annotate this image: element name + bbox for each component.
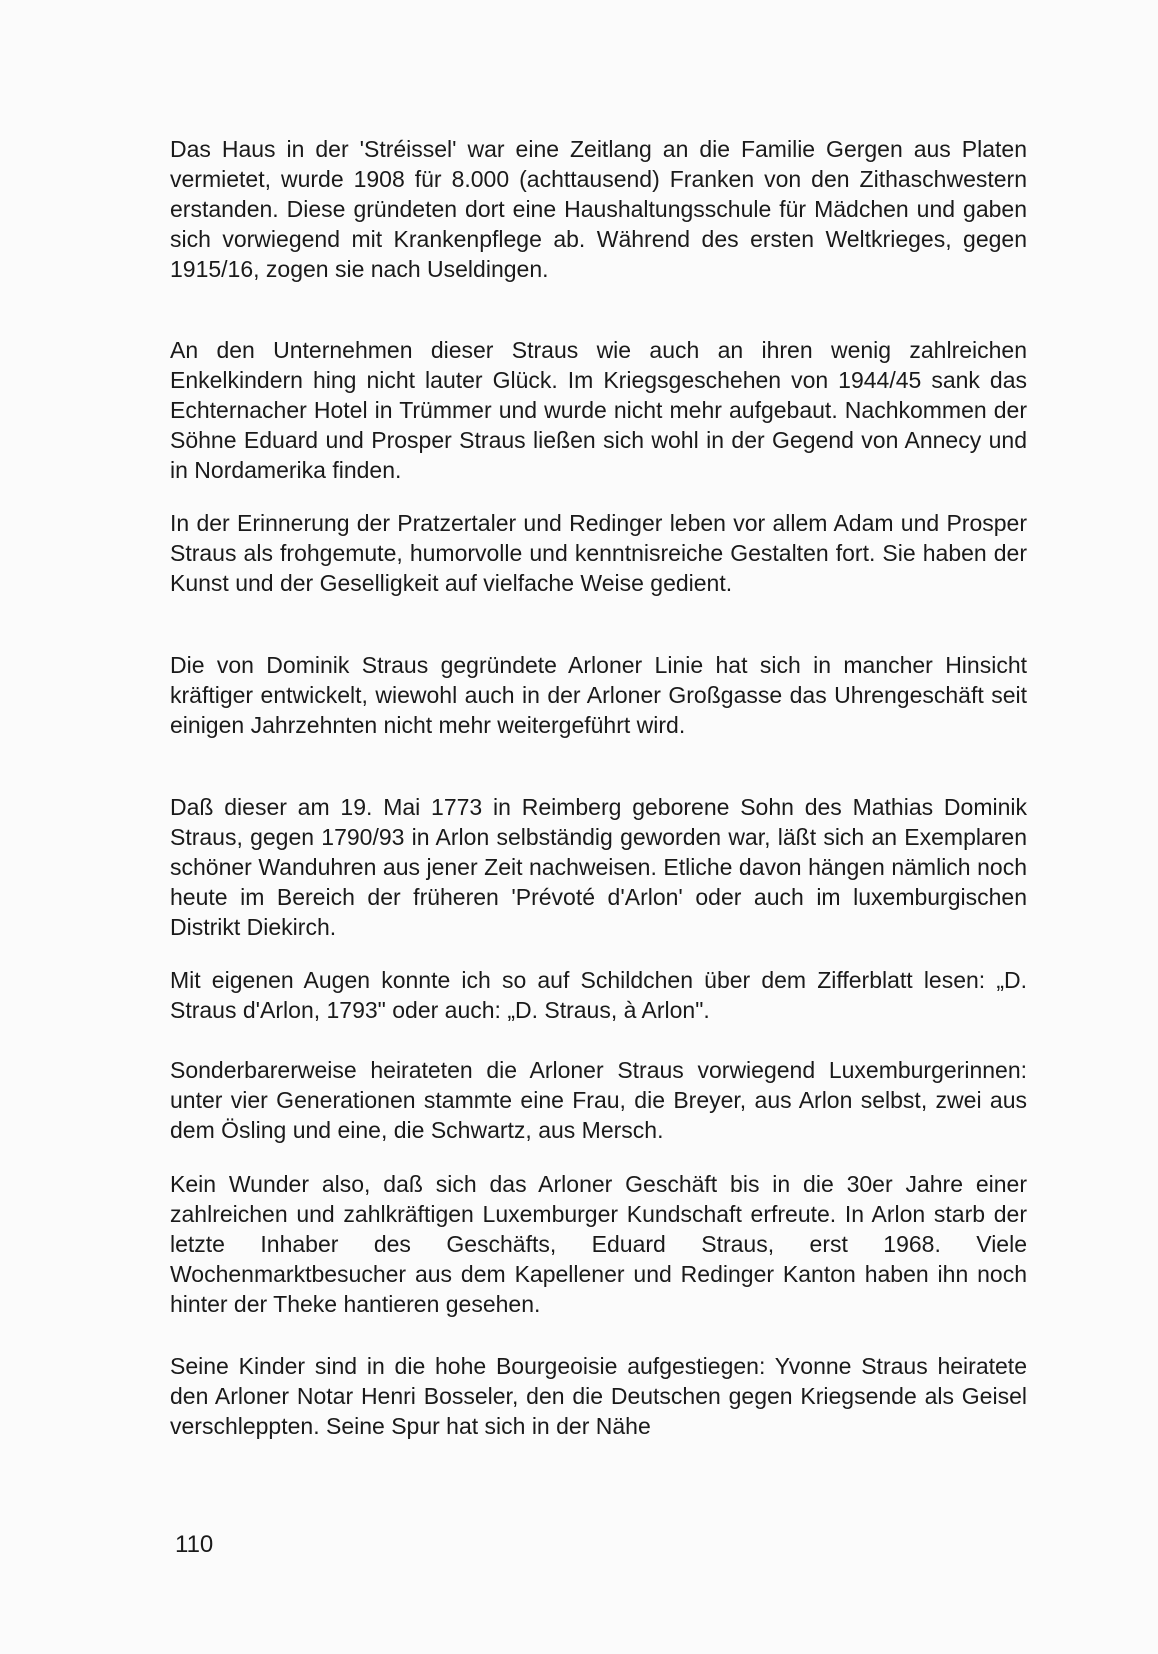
paragraph-1 [170,134,1027,284]
paragraph-text: Mit eigenen Augen konnte ich so auf Schildchen über dem Zifferblatt lesen: „D. Straus d'Arlon, 1793" oder auch: „D. Straus, à Arlon". [170,967,1027,1023]
paragraph-text: An den Unternehmen dieser Straus wie auch an ihren wenig zahlreichen Enkelkindern hing nicht lauter Glück. Im Kriegsgeschehen von 1944/45 sank das Echternacher Hotel in Trümmer und wurde nicht mehr aufgebaut. Nachkommen der Söhne Eduard und Prosper Straus ließen sich wohl in der Gegend von Annecy und in Nordamerika finden. [170,337,1027,483]
paragraph-6 [170,965,1027,1025]
paragraph-text: Das Haus in der 'Stréissel' war eine Zeitlang an die Familie Gergen aus Platen vermietet, wurde 1908 für 8.000 (achttausend) Franken von den Zithaschwestern erstanden. Diese gründeten dort eine Haushaltungsschule für Mädchen und gaben sich vorwiegend mit Krankenpflege ab. Während des ersten Weltkrieges, gegen 1915/16, zogen sie nach Useldingen. [170,136,1027,282]
paragraph-text: Daß dieser am 19. Mai 1773 in Reimberg geborene Sohn des Mathias Dominik Straus, gegen 1790/93 in Arlon selbständig geworden war, läßt sich an Exemplaren schöner Wanduhren aus jener Zeit nachweisen. Etliche davon hängen nämlich noch heute im Bereich der früheren 'Prévoté d'Arlon' oder auch im luxemburgischen Distrikt Diekirch. [170,794,1027,940]
paragraph-2 [170,335,1027,485]
paragraph-text: In der Erinnerung der Pratzertaler und Redinger leben vor allem Adam und Prosper Straus als frohgemute, humorvolle und kenntnisreiche Gestalten fort. Sie haben der Kunst und der Geselligkeit auf vielfache Weise gedient. [170,510,1027,596]
paragraph-5 [170,792,1027,942]
paragraph-8 [170,1169,1027,1319]
paragraph-text: Sonderbarerweise heirateten die Arloner Straus vorwiegend Luxemburgerinnen: unter vier Generationen stammte eine Frau, die Breyer, aus Arlon selbst, zwei aus dem Ösling und eine, die Schwartz, aus Mersch. [170,1057,1027,1143]
paragraph-7 [170,1055,1027,1145]
page-number: 110 [175,1531,214,1558]
paragraph-4 [170,650,1027,740]
paragraph-text: Seine Kinder sind in die hohe Bourgeoisie aufgestiegen: Yvonne Straus heiratete den Arloner Notar Henri Bosseler, den die Deutschen gegen Kriegsende als Geisel verschleppten. Seine Spur hat sich in der Nähe [170,1353,1027,1439]
paragraph-3 [170,508,1027,598]
paragraph-text: Kein Wunder also, daß sich das Arloner Geschäft bis in die 30er Jahre einer zahlreichen und zahlkräftigen Luxemburger Kundschaft erfreute. In Arlon starb der letzte Inhaber des Geschäfts, Eduard Straus, erst 1968. Viele Wochenmarktbesucher aus dem Kapellener und Redinger Kanton haben ihn noch hinter der Theke hantieren gesehen. [170,1171,1027,1317]
paragraph-9 [170,1351,1027,1441]
paragraph-text: Die von Dominik Straus gegründete Arloner Linie hat sich in mancher Hinsicht kräftiger entwickelt, wiewohl auch in der Arloner Großgasse das Uhrengeschäft seit einigen Jahrzehnten nicht mehr weitergeführt wird. [170,652,1027,738]
